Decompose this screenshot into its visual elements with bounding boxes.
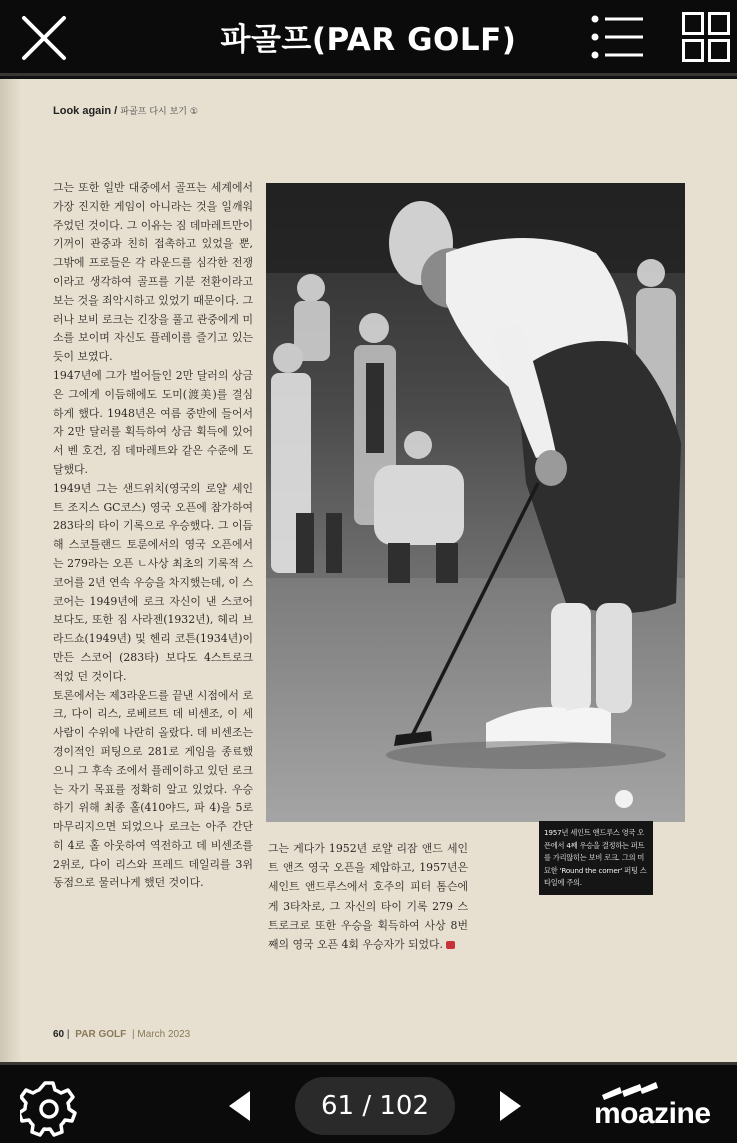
logo-text: moazine	[594, 1097, 711, 1130]
folio	[53, 1029, 190, 1040]
magazine-title: 파골프(PAR GOLF)	[220, 22, 517, 58]
next-page-button[interactable]	[496, 1089, 524, 1123]
list-icon	[590, 14, 646, 60]
gear-icon	[20, 1079, 78, 1137]
article-column-1	[53, 179, 253, 893]
top-bar	[0, 0, 737, 76]
photo-caption: 1957년 세인트 앤드루스 영국 오픈에서 4째 우승을 결정하는 퍼트를 가리않히는 보비 로크. 그의 미묘한 'Round the corner' 퍼팅 스타일에 주의.	[539, 821, 653, 895]
page-indicator[interactable]: 61 / 102	[295, 1077, 455, 1135]
chevron-right-icon	[496, 1089, 524, 1123]
close-button[interactable]	[18, 12, 70, 64]
table-of-contents-button[interactable]	[590, 14, 646, 60]
previous-page-button[interactable]	[226, 1089, 254, 1123]
paragraph: 1949년 그는 샌드위치(영국의 로얄 세인트 조지스 GC코스) 영국 오픈에 참가하여 283타의 타이 기록으로 우승했다. 그 이듬해 스코틀랜드 토룬에서의 영국 오픈에서는 279라는 오픈 ㄴ사상 최초의 기록적 스코어를 2년 연속 우승을 차지했는데, 이 스코어는 1949년에 로크 자신이 낸 스코어보다도, 또한 짐 사라젠(1932년), 헤리 브라드쇼(1949년) 및 헨리 코튼(1934년)이 만든 스코어 (283타) 보다도 4스트로크 적었 던 것이다.	[53, 481, 253, 683]
end-mark-icon	[446, 941, 455, 949]
running-head-title: Look again /	[53, 105, 118, 117]
settings-button[interactable]	[20, 1079, 78, 1137]
folio-brand: PAR GOLF	[75, 1029, 127, 1040]
page-grid-button[interactable]	[682, 12, 730, 62]
bottom-bar	[0, 1062, 737, 1143]
running-head-subtitle: 파골프 다시 보기 ①	[120, 107, 198, 117]
grid-icon	[682, 12, 730, 62]
moazine-logo	[594, 1081, 728, 1130]
paragraph	[268, 839, 468, 954]
article-column-2	[268, 839, 468, 954]
page-number: 60	[53, 1029, 65, 1040]
page-gutter-shadow	[0, 79, 22, 1062]
running-head	[53, 104, 198, 117]
folio-date: | March 2023	[132, 1029, 191, 1040]
paragraph-text: 그는 게다가 1952년 로얄 리잠 앤드 세인트 앤즈 영국 오픈을 제압하고, 1957년은 세인트 앤드루스에서 호주의 피터 톰슨에게 3타차로, 그 자신의 타이 기록 279 스트로크로 또한 우승을 획득하여 사상 8번째의 영국 오픈 4회 우승자가 되었다.	[268, 842, 468, 952]
golfer-putting-photo	[266, 183, 685, 822]
close-icon	[18, 12, 70, 64]
paragraph: 그는 또한 일반 대중에서 골프는 세계에서 가장 진지한 게임이 아니라는 것을 일깨워 주었던 것이다. 그 이유는 짐 데마레트만이 기꺼이 관중과 친히 접촉하고 있었을 뿐, 그밖에 프로들은 각 라운드를 심각한 전쟁이라고 생각하여 골프를 기분 전환이라고 보는 것을 죄악시하고 있었기 때문이다. 그러나 보비 로크는 긴장을 풀고 관중에게 미소를 보이며 자신도 플레이를 즐기고 있는 듯이 보였다.	[53, 181, 253, 364]
magazine-page[interactable]	[0, 79, 737, 1062]
paragraph: 1947년에 그가 벌어들인 2만 달러의 상금은 그에게 이듬해에도 도미(渡美)를 결심하게 했다. 1948년은 여름 중반에 들어서자 2만 달러를 획득하여 상금 획득에 있어서 벤 호건, 짐 데마레트와 같은 수준에 도달했다.	[53, 368, 253, 476]
article-photo	[266, 183, 685, 822]
chevron-left-icon	[226, 1089, 254, 1123]
folio-separator: |	[66, 1029, 70, 1040]
paragraph: 토론에서는 제3라운드를 끝낸 시점에서 로크, 다이 리스, 로베르트 데 비센조, 이 세사람이 수위에 나란히 올랐다. 데 비센조는 경이적인 퍼팅으로 281로 게임을 종료했으니 그 후속 조에서 플레이하고 있던 로크는 자기 목표를 정확히 알고 있었다. 우승하기 위해 최종 홀(410야드, 파 4)을 5로 마무리지으면 되었으나 로크는 아주 간단히 4로 홀 아웃하여 역전하고 데 비센조를 2위로, 다이 리스와 프레드 데일리를 3위 동점으로 물러나게 했던 것이다.	[53, 688, 253, 890]
